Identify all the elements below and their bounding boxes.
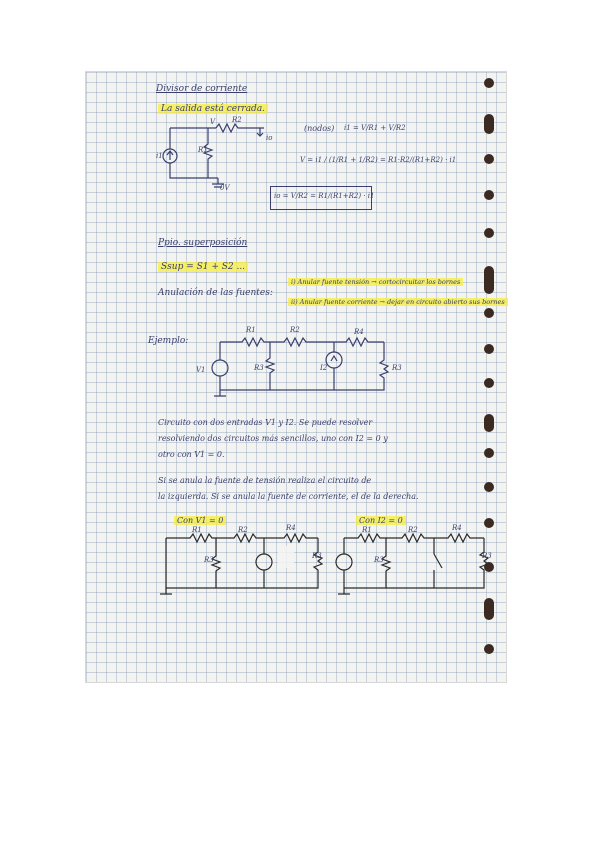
paragraph2-line1: Si se anula la fuente de tensión realiza el circuito de (158, 476, 372, 485)
ex-label-i2: I2 (320, 364, 328, 372)
equation-2: V = i1 / (1/R1 + 1/R2) = R1·R2/(R1+R2) · i1 (300, 156, 457, 164)
label-io: io (266, 134, 273, 142)
equation-1: i1 = V/R1 + V/R2 (344, 124, 406, 132)
nodos-label: (nodos) (304, 124, 335, 133)
paragraph1-line3: otro con V1 = 0. (158, 450, 225, 459)
punch-slot (484, 114, 494, 134)
punch-hole (484, 154, 494, 164)
left-label-r1: R1 (192, 526, 202, 534)
left-label-r3: R3 (204, 556, 214, 564)
punch-hole (484, 228, 494, 238)
right-label-r2: R2 (408, 526, 418, 534)
paragraph2-line2: la izquierda. Si se anula la fuente de corriente, el de la derecha. (158, 492, 419, 501)
ejemplo-label: Ejemplo: (148, 336, 189, 346)
right-label-r3b: R3 (482, 552, 492, 560)
current-divider-circuit (156, 120, 276, 190)
label-i1: i1 (156, 152, 163, 160)
anulacion-rule-i: i) Anular fuente tensión → cortocircuitar los bornes (288, 278, 463, 286)
punch-hole (484, 78, 494, 88)
punch-slot (484, 598, 494, 620)
section1-subtitle: La salida está cerrada. (158, 104, 268, 114)
right-label-r1: R1 (362, 526, 372, 534)
ex-label-r1: R1 (246, 326, 256, 334)
label-v: V (210, 118, 216, 126)
case-left-title: Con V1 = 0 (174, 516, 226, 525)
paragraph1-line1: Circuito con dos entradas V1 y I2. Se puede resolver (158, 418, 373, 427)
label-0v: 0V (220, 184, 230, 192)
ex-label-r4: R4 (354, 328, 364, 336)
punch-hole (484, 482, 494, 492)
punch-slot (484, 266, 494, 294)
right-label-r4: R4 (452, 524, 462, 532)
punch-hole (484, 518, 494, 528)
left-label-r3b: R3 (312, 552, 322, 560)
label-r1: R1 (198, 146, 208, 154)
right-label-r3: R3 (374, 556, 384, 564)
ex-label-v1: V1 (196, 366, 206, 374)
case-left-circuit (160, 530, 340, 600)
anulacion-rule-ii: ii) Anular fuente corriente → dejar en circuito abierto sus bornes (288, 298, 508, 306)
punch-slot (484, 414, 494, 432)
punch-hole (484, 644, 494, 654)
paragraph1-line2: resolviendo dos circuitos más sencillos, uno con I2 = 0 y (158, 434, 388, 443)
label-r2: R2 (232, 116, 242, 124)
ex-label-r2: R2 (290, 326, 300, 334)
superposition-formula: Ssup = S1 + S2 ... (158, 262, 248, 272)
punch-hole (484, 344, 494, 354)
notebook-page (86, 72, 506, 682)
left-label-r4: R4 (286, 524, 296, 532)
ex-label-r3-left: R3 (254, 364, 264, 372)
punch-hole (484, 190, 494, 200)
case-right-circuit (338, 530, 498, 600)
equation-3: io = V/R2 = R1/(R1+R2) · i1 (274, 192, 375, 200)
anulacion-label: Anulación de las fuentes: (158, 288, 273, 298)
ex-label-r3-right: R3 (392, 364, 402, 372)
section1-title: Divisor de corriente (156, 84, 248, 94)
case-right-title: Con I2 = 0 (356, 516, 406, 525)
section2-title: Ppio. superposición (158, 238, 248, 248)
left-label-r2: R2 (238, 526, 248, 534)
punch-hole (484, 448, 494, 458)
example-circuit (206, 330, 396, 400)
punch-hole (484, 378, 494, 388)
punch-hole (484, 308, 494, 318)
